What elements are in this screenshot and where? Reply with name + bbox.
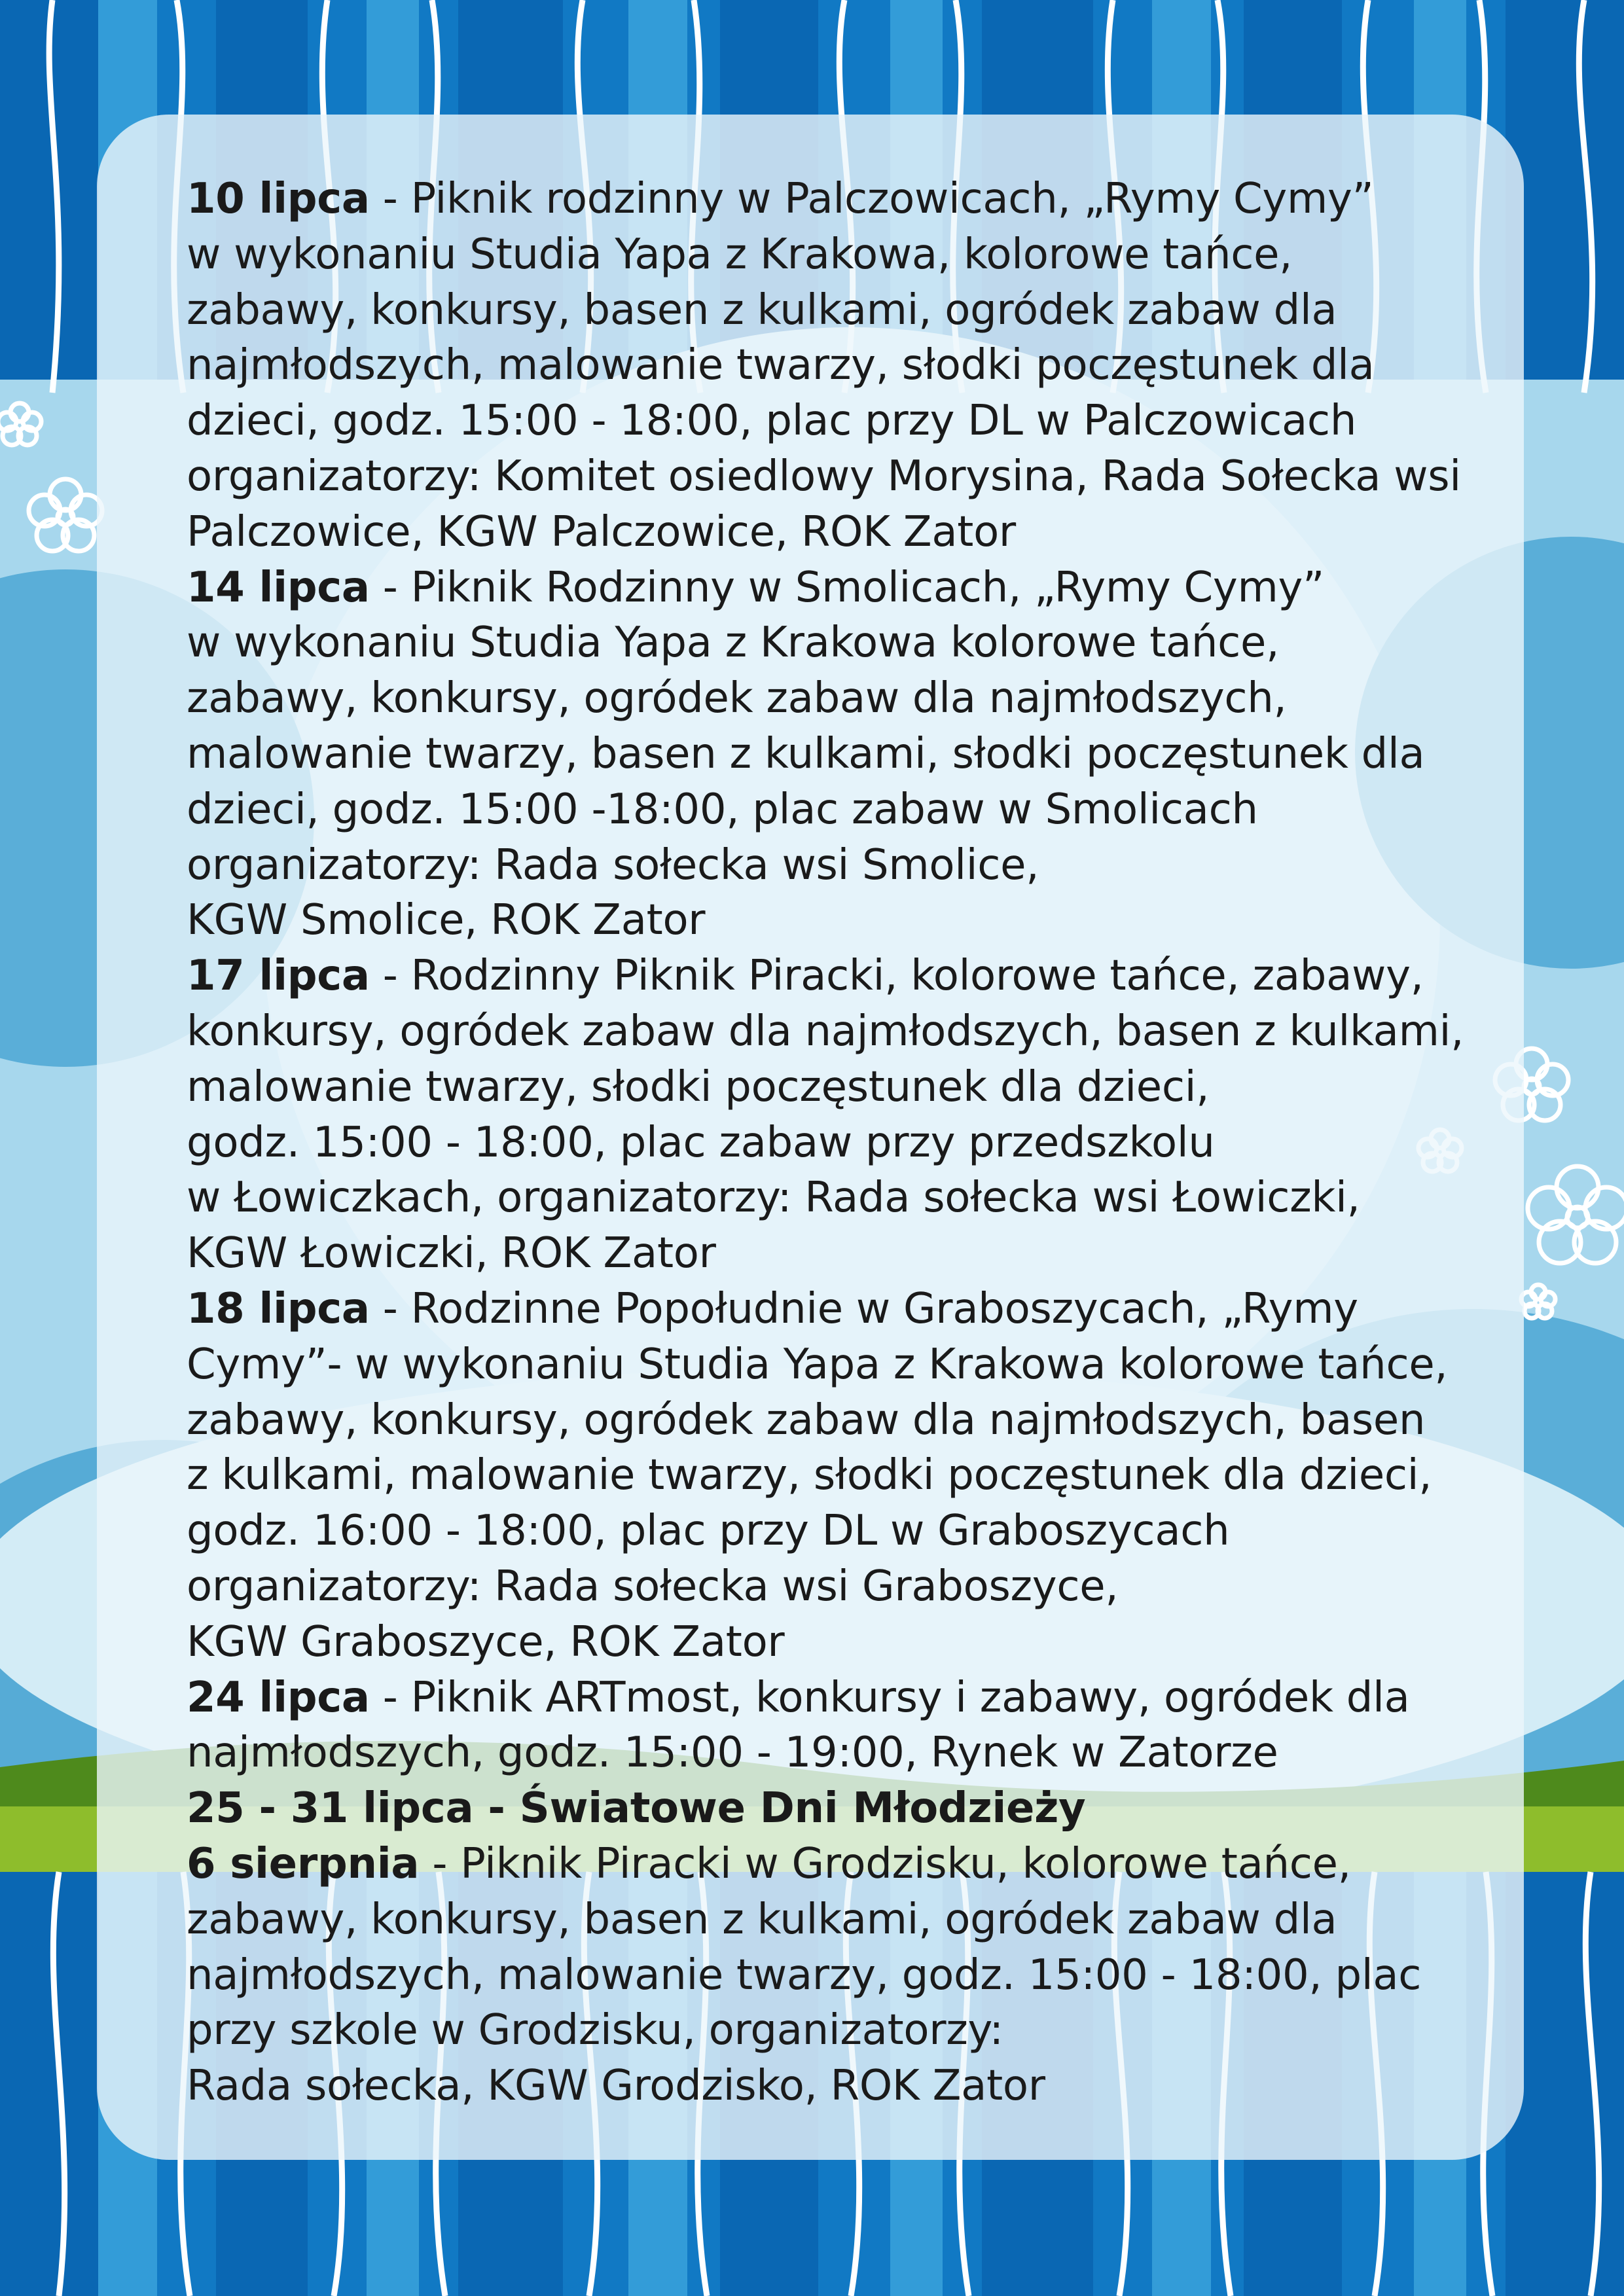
event-line: zabawy, konkursy, ogródek zabaw dla najmłodszych, (187, 674, 1287, 723)
event-description: - Piknik rodzinny w Palczowicach, „Rymy Cymy” (369, 175, 1374, 223)
event-entry (187, 1837, 1509, 2114)
event-line: najmłodszych, malowanie twarzy, godz. 15:00 - 18:00, plac (187, 1950, 1422, 2000)
event-line: dzieci, godz. 15:00 -18:00, plac zabaw w Smolicach (187, 785, 1258, 834)
event-line: organizatorzy: Rada sołecka wsi Smolice, (187, 840, 1039, 889)
event-line: najmłodszych, godz. 15:00 - 19:00, Rynek w Zatorze (187, 1729, 1278, 1778)
event-line: godz. 15:00 - 18:00, plac zabaw przy przedszkolu (187, 1118, 1215, 1167)
event-date: 6 sierpnia (187, 1839, 420, 1888)
event-line: Cymy”- w wykonaniu Studia Yapa z Krakowa kolorowe tańce, (187, 1340, 1448, 1389)
event-line: dzieci, godz. 15:00 - 18:00, plac przy DL w Palczowicach (187, 397, 1357, 446)
event-line: zabawy, konkursy, basen z kulkami, ogródek zabaw dla (187, 285, 1337, 334)
event-line: zabawy, konkursy, ogródek zabaw dla najmłodszych, basen (187, 1395, 1426, 1444)
event-line: najmłodszych, malowanie twarzy, słodki poczęstunek dla (187, 341, 1375, 390)
event-line (187, 1670, 1509, 1726)
event-line: przy szkole w Grodzisku, organizatorzy: (187, 2006, 1003, 2055)
event-line: malowanie twarzy, basen z kulkami, słodki poczęstunek dla (187, 729, 1425, 778)
event-line: w Łowiczkach, organizatorzy: Rada sołecka wsi Łowiczki, (187, 1174, 1360, 1223)
event-description: - Piknik ARTmost, konkursy i zabawy, ogródek dla (369, 1673, 1410, 1722)
event-entry (187, 1781, 1509, 1837)
event-date: 18 lipca (187, 1284, 370, 1333)
event-line (187, 1781, 1509, 1837)
event-line: organizatorzy: Rada sołecka wsi Graboszyce, (187, 1562, 1119, 1611)
event-line (187, 948, 1509, 1004)
event-entry (187, 171, 1509, 560)
event-description: - Piknik Piracki w Grodzisku, kolorowe tańce, (419, 1839, 1351, 1888)
event-line: malowanie twarzy, słodki poczęstunek dla dzieci, (187, 1062, 1210, 1111)
event-line (187, 1837, 1509, 1892)
event-line: w wykonaniu Studia Yapa z Krakowa kolorowe tańce, (187, 619, 1280, 668)
event-line: Rada sołecka, KGW Grodzisko, ROK Zator (187, 2062, 1045, 2111)
event-date: 24 lipca (187, 1673, 370, 1722)
event-line: z kulkami, malowanie twarzy, słodki poczęstunek dla dzieci, (187, 1451, 1432, 1500)
event-description: - Piknik Rodzinny w Smolicach, „Rymy Cymy” (369, 563, 1324, 612)
event-entry (187, 1670, 1509, 1782)
event-line (187, 1282, 1509, 1337)
event-entry (187, 560, 1509, 949)
event-line (187, 560, 1509, 616)
event-line: KGW Łowiczki, ROK Zator (187, 1229, 716, 1278)
event-date: 14 lipca (187, 563, 370, 612)
event-description: - Rodzinny Piknik Piracki, kolorowe tańce, zabawy, (369, 952, 1424, 1001)
event-line: KGW Smolice, ROK Zator (187, 896, 706, 945)
event-entry (187, 948, 1509, 1282)
event-line: godz. 16:00 - 18:00, plac przy DL w Graboszycach (187, 1507, 1230, 1556)
event-description: - Rodzinne Popołudnie w Graboszycach, „Rymy (369, 1284, 1358, 1333)
event-line: KGW Graboszyce, ROK Zator (187, 1617, 785, 1666)
event-line: organizatorzy: Komitet osiedlowy Morysina, Rada Sołecka wsi (187, 452, 1461, 501)
event-line: konkursy, ogródek zabaw dla najmłodszych, basen z kulkami, (187, 1007, 1464, 1056)
event-date: 25 - 31 lipca - Światowe Dni Młodzieży (187, 1784, 1086, 1833)
event-entry (187, 1282, 1509, 1670)
event-list (187, 171, 1509, 2114)
event-date: 17 lipca (187, 952, 370, 1001)
event-line: Palczowice, KGW Palczowice, ROK Zator (187, 507, 1016, 556)
event-date: 10 lipca (187, 175, 370, 223)
event-line: w wykonaniu Studia Yapa z Krakowa, kolorowe tańce, (187, 230, 1293, 279)
event-line (187, 171, 1509, 227)
event-line: zabawy, konkursy, basen z kulkami, ogródek zabaw dla (187, 1895, 1337, 1944)
